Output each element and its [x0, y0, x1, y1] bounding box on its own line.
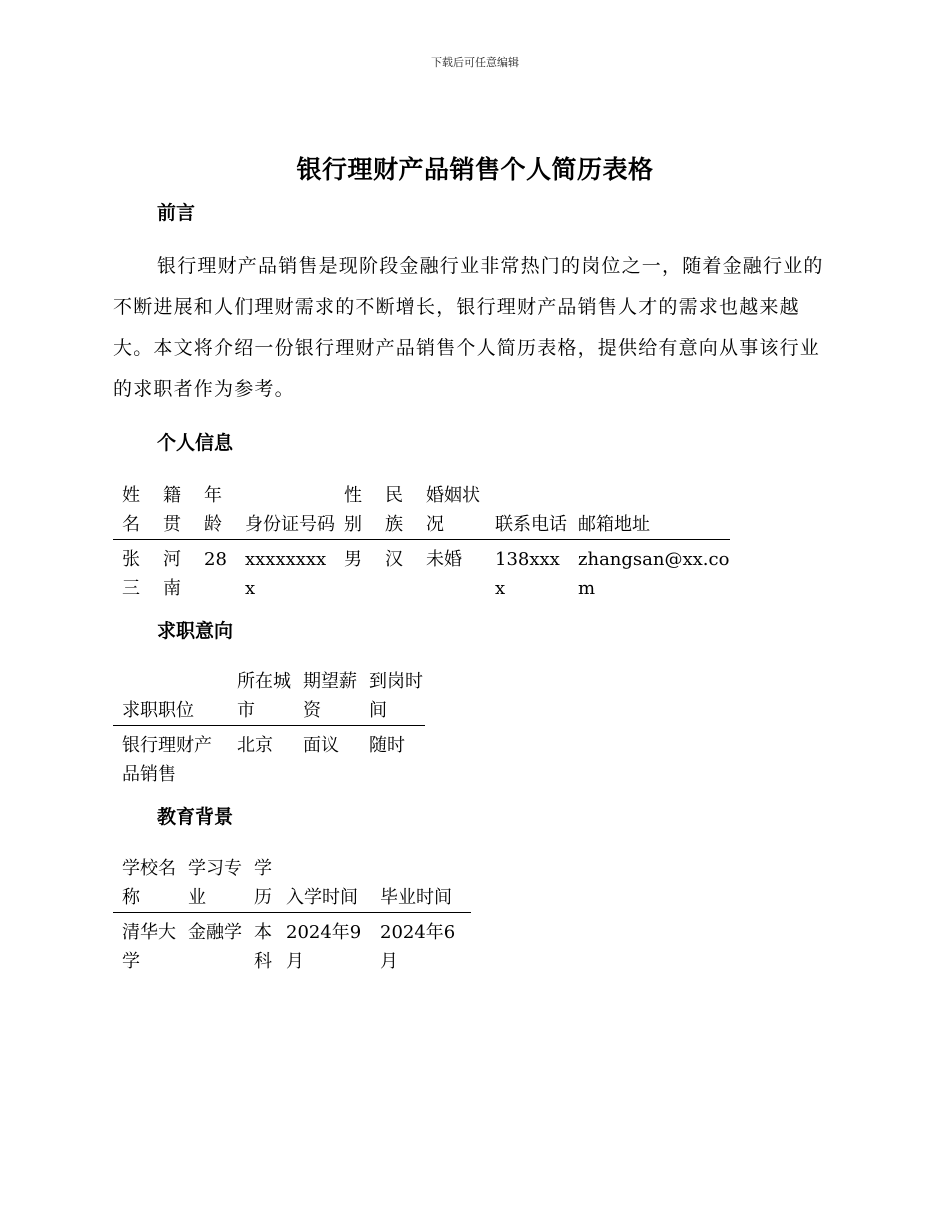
- table-cell: 河南: [163, 549, 181, 599]
- table-cell: 2024年9月: [286, 922, 362, 972]
- column-header: 求职职位: [113, 667, 228, 726]
- column-header: 学历: [245, 854, 277, 913]
- table-cell: 北京: [237, 735, 273, 756]
- column-header: 学习专业: [179, 854, 245, 913]
- column-header: 籍贯: [154, 481, 195, 540]
- education-table: [113, 854, 471, 976]
- table-cell: 金融学: [188, 922, 242, 943]
- table-cell: 男: [344, 549, 362, 570]
- job-intention-table: [113, 667, 425, 789]
- section-heading-job-intention: 求职意向: [157, 620, 234, 642]
- table-header-row: [113, 854, 471, 913]
- column-header: 到岗时间: [360, 667, 425, 726]
- column-header: 入学时间: [277, 854, 371, 913]
- table-row: [113, 913, 471, 977]
- table-cell: 张三: [122, 549, 140, 599]
- column-header: 学校名称: [113, 854, 179, 913]
- column-header: 毕业时间: [371, 854, 471, 913]
- section-heading-education: 教育背景: [157, 806, 234, 828]
- table-cell: 银行理财产品销售: [122, 735, 212, 785]
- table-cell: 清华大学: [122, 922, 176, 972]
- table-cell: 2024年6月: [380, 922, 456, 972]
- table-cell: 本科: [254, 922, 272, 972]
- column-header: 所在城市: [228, 667, 294, 726]
- column-header: 身份证号码: [236, 481, 335, 540]
- table-cell: 随时: [369, 735, 405, 756]
- header-note: 下载后可任意编辑: [431, 56, 519, 69]
- table-row: [113, 726, 425, 790]
- table-cell: xxxxxxxxx: [245, 549, 327, 599]
- section-heading-preface: 前言: [157, 202, 196, 224]
- table-header-row: [113, 667, 425, 726]
- column-header: 年龄: [195, 481, 236, 540]
- table-cell: 138xxxx: [495, 549, 560, 599]
- preface-paragraph: 银行理财产品销售是现阶段金融行业非常热门的岗位之一，随着金融行业的不断进展和人们理财需求的不断增长，银行理财产品销售人才的需求也越来越大。本文将介绍一份银行理财产品销售个人简历表格，提供给有意向从事该行业的求职者作为参考。: [113, 255, 824, 400]
- table-cell: 汉: [385, 549, 403, 570]
- personal-info-table: [113, 481, 730, 603]
- column-header: 联系电话: [486, 481, 569, 540]
- column-header: 姓名: [113, 481, 154, 540]
- column-header: 婚姻状况: [417, 481, 486, 540]
- column-header: 民族: [376, 481, 417, 540]
- table-cell: 未婚: [426, 549, 462, 570]
- table-cell: zhangsan@xx.com: [578, 549, 730, 599]
- section-heading-personal-info: 个人信息: [157, 432, 234, 454]
- table-cell: 面议: [303, 735, 339, 756]
- table-header-row: [113, 481, 730, 540]
- document-title: 银行理财产品销售个人简历表格: [296, 155, 654, 184]
- column-header: 性别: [335, 481, 376, 540]
- table-row: [113, 540, 730, 604]
- table-cell: 28: [204, 549, 227, 570]
- column-header: 期望薪资: [294, 667, 360, 726]
- column-header: 邮箱地址: [569, 481, 730, 540]
